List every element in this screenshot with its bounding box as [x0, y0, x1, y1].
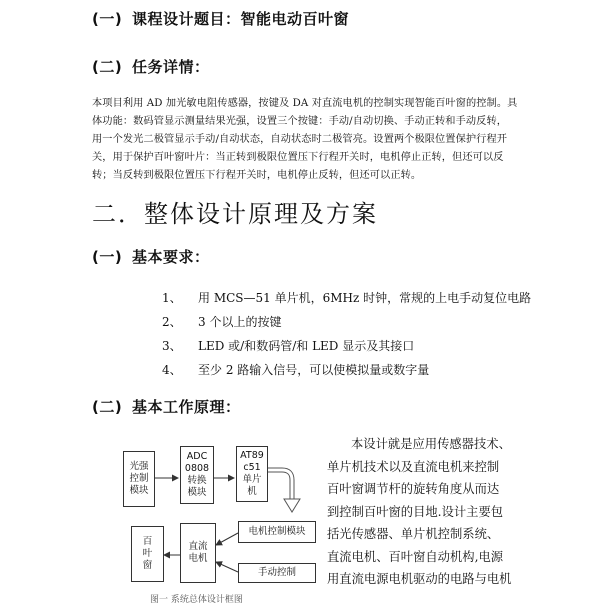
box-label-line: 转换: [187, 475, 207, 486]
paragraph-line: 直流电机、百叶窗自动机构,电源: [327, 549, 504, 564]
paragraph-line: 单片机技术以及直流电机来控制: [327, 459, 500, 474]
subsection-number: (一): [92, 10, 123, 28]
box-label-line: 直流: [188, 541, 208, 552]
section-title: 二．整体设计原理及方案: [92, 200, 378, 228]
paragraph-line: 本项目利用 AD 加光敏电阻传感器，按键及 DA 对直流电机的控制实现智能百叶窗的控制。具: [92, 98, 518, 109]
blinds-box: [131, 526, 164, 582]
mcu-at89c51: [236, 446, 268, 502]
list-number: 2、: [162, 315, 182, 329]
light-control-module: [123, 451, 155, 507]
figure-caption: 图一 系统总体设计框图: [150, 595, 243, 605]
paragraph-line: 用直流电源电机驱动的电路与电机: [327, 572, 512, 586]
box-label-line: 窗: [142, 560, 153, 571]
dc-motor-box: [180, 523, 216, 583]
box-label-line: 模块: [187, 487, 207, 498]
box-label-line: 控制: [129, 473, 149, 484]
subsection-number: (二): [92, 58, 123, 76]
paragraph-line: 用一个发光二极管显示手动/自动状态，自动状态时二极管亮。设置两个极限位置保护行程开: [92, 134, 508, 145]
paragraph-line: 转；当反转到极限位置压下行程开关时，电机停止反转，但还可以正转。: [92, 170, 422, 181]
subsection-title: 基本要求：: [132, 248, 210, 266]
box-label-line: AT89: [240, 450, 264, 461]
box-label-line: ADC: [186, 451, 208, 462]
box-label-line: 电机: [188, 553, 208, 564]
subsection-title: 基本工作原理：: [132, 398, 241, 416]
box-label-line: c51: [243, 462, 261, 473]
subsection-number: (一): [92, 248, 123, 266]
list-number: 1、: [162, 291, 182, 305]
paragraph-line: 体功能：数码管显示测量结果光强，设置三个按键：手动/自动切换、手动正转和手动反转，: [92, 116, 508, 127]
manual-control-box: 手动控制: [238, 563, 316, 583]
box-label-line: 光强: [129, 461, 149, 472]
list-text: LED 或/和数码管/和 LED 显示及其接口: [198, 339, 415, 353]
box-label-line: 单片: [242, 474, 262, 485]
list-text: 至少 2 路输入信号，可以使模拟量或数字量: [198, 363, 430, 377]
paragraph-line: 关，用于保护百叶窗叶片：当正转到极限位置压下行程开关时，电机停止正转，但还可以反: [92, 152, 504, 163]
subsection-number: (二): [92, 398, 123, 416]
box-label-line: 叶: [142, 548, 153, 559]
adc-converter-module: [180, 446, 214, 504]
subsection-title: 任务详情：: [132, 58, 210, 76]
paragraph-line: 百叶窗调节杆的旋转角度从而达: [327, 482, 500, 496]
box-label-line: 模块: [129, 485, 149, 496]
list-text: 用 MCS—51 单片机，6MHz 时钟，常规的上电手动复位电路: [198, 291, 532, 305]
list-text: 3 个以上的按键: [198, 315, 282, 329]
list-number: 3、: [162, 339, 182, 353]
box-label-line: 百: [142, 536, 153, 547]
paragraph-line: 本设计就是应用传感器技术、: [351, 437, 511, 451]
list-number: 4、: [162, 363, 182, 377]
paragraph-line: 括光传感器、单片机控制系统、: [327, 527, 500, 541]
box-label-line: 0808: [184, 463, 210, 474]
box-label-line: 机: [247, 486, 257, 497]
paragraph-line: 到控制百叶窗的目地.设计主要包: [327, 504, 504, 519]
subsection-title: 课程设计题目：智能电动百叶窗: [132, 10, 350, 28]
motor-control-module: 电机控制模块: [238, 521, 316, 543]
